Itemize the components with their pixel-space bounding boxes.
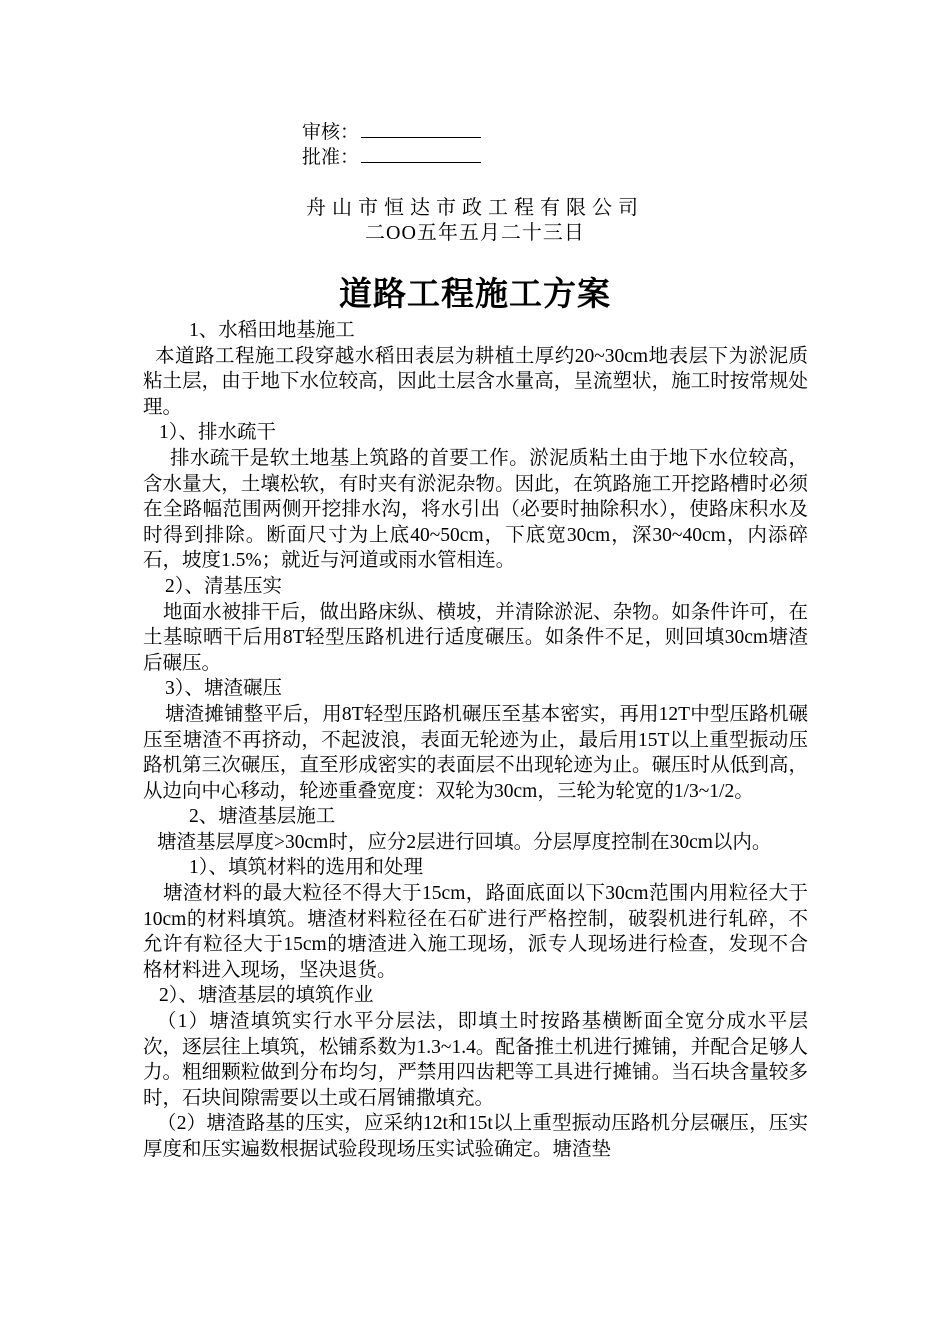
document-body	[143, 318, 808, 1163]
review-label: 审核：	[302, 122, 360, 143]
subsection-heading: 1）、填筑材料的选用和处理	[189, 857, 424, 879]
paragraph: （2）塘渣路基的压实，应采纳12t和15t以上重型振动压路机分层碾压，压实厚度和压实遍数根据试验段现场压实试验确定。塘渣垫	[143, 1113, 808, 1160]
approve-blank	[361, 146, 481, 163]
section-heading: 2、塘渣基层施工	[189, 806, 336, 828]
review-signature-line	[302, 121, 481, 145]
approve-label: 批准：	[302, 147, 360, 168]
document-date: 二OO五年五月二十三日	[365, 222, 585, 244]
approve-signature-line	[302, 146, 481, 170]
paragraph: 塘渣摊铺整平后，用8T轻型压路机碾压至基本密实，再用12T中型压路机碾压至塘渣不再挤动，不起波浪，表面无轮迹为止，最后用15T以上重型振动压路机第三次碾压，直至形成密实的表面层不出现轮迹为止。碾压时从低到高，从边向中心移动，轮迹重叠宽度：双轮为30cm，三轮为轮宽的1/3~1/2。	[143, 703, 808, 802]
paragraph: 地面水被排干后，做出路床纵、横坡，并清除淤泥、杂物。如条件许可，在土基晾晒干后用8T轻型压路机进行适度碾压。如条件不足，则回填30cm塘渣后碾压。	[143, 601, 808, 674]
section-heading: 1、水稻田地基施工	[189, 320, 355, 341]
paragraph: 本道路工程施工段穿越水稻田表层为耕植土厚约20~30cm地表层下为淤泥质粘土层，由于地下水位较高，因此土层含水量高，呈流塑状，施工时按常规处理。	[143, 345, 808, 418]
document-title: 道路工程施工方案	[339, 277, 611, 313]
paragraph: 排水疏干是软土地基上筑路的首要工作。淤泥质粘土由于地下水位较高，含水量大，土壤松软，有时夹有淤泥杂物。因此，在筑路施工开挖路槽时必须在全路幅范围两侧开挖排水沟，将水引出（必要时抽除积水），使路床积水及时得到排除。断面尺寸为上底40~50cm，下底宽30cm，深30~40cm，内添碎石，坡度1.5%；就近与河道或雨水管相连。	[143, 447, 808, 572]
company-name: 舟山市恒达市政工程有限公司	[306, 197, 644, 219]
paragraph: 塘渣基层厚度>30cm时，应分2层进行回填。分层厚度控制在30cm以内。	[157, 831, 772, 853]
review-blank	[361, 121, 481, 138]
subsection-heading: 1）、排水疏干	[159, 422, 277, 444]
paragraph: （1）塘渣填筑实行水平分层法，即填土时按路基横断面全宽分成水平层次，逐层往上填筑，松铺系数为1.3~1.4。配备推土机进行摊铺，并配合足够人力。粗细颗粒做到分布均匀，严禁用四齿耙等工具进行摊铺。当石块含量较多时，石块间隙需要以土或石屑铺撒填充。	[143, 1011, 808, 1109]
subsection-heading: 2）、塘渣基层的填筑作业	[159, 985, 374, 1007]
subsection-heading: 3）、塘渣碾压	[165, 678, 283, 700]
paragraph: 塘渣材料的最大粒径不得大于15cm，路面底面以下30cm范围内用粒径大于10cm的材料填筑。塘渣材料粒径在石矿进行严格控制，破裂机进行轧碎，不允许有粒径大于15cm的塘渣进入施工现场，派专人现场进行检查，发现不合格材料进入现场，坚决退货。	[143, 883, 808, 981]
subsection-heading: 2）、清基压实	[165, 575, 283, 597]
